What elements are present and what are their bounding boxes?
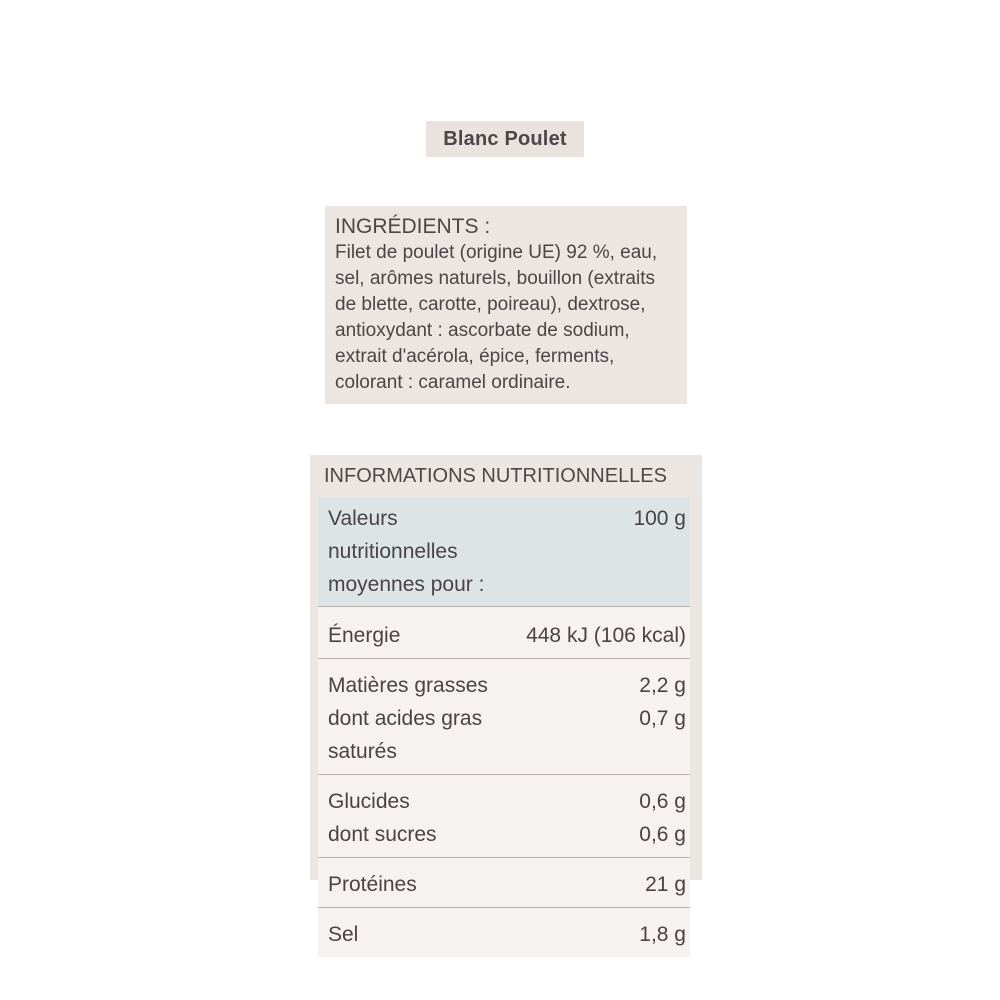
nutrient-value: 2,2 g — [516, 659, 690, 703]
ingredients-line: extrait d'acérola, épice, ferments, — [335, 346, 615, 367]
table-row — [318, 908, 690, 958]
product-title-label — [426, 121, 584, 157]
nutrition-panel — [310, 455, 702, 946]
nutrient-value: 448 kJ (106 kcal) — [516, 607, 690, 659]
nutrition-header-label — [318, 497, 516, 607]
table-row — [318, 818, 690, 858]
nutrient-value: 21 g — [516, 858, 690, 908]
nutrient-label: dont acides gras saturés — [328, 707, 483, 763]
nutrient-label: Énergie — [318, 607, 516, 659]
ingredients-heading: INGRÉDIENTS : — [335, 215, 491, 238]
nutrition-header-row — [318, 497, 690, 607]
nutrient-value: 1,8 g — [516, 908, 690, 958]
nutrition-table — [318, 497, 690, 957]
table-row — [318, 659, 690, 703]
ingredients-line: sel, arômes naturels, bouillon (extraits — [335, 268, 655, 289]
nutrient-label: dont sucres — [328, 823, 437, 846]
ingredients-line: Filet de poulet (origine UE) 92 %, eau, — [335, 242, 658, 263]
ingredients-line: colorant : caramel ordinaire. — [335, 372, 571, 393]
nutrient-label: Matières grasses — [318, 659, 516, 703]
product-name: Blanc Poulet — [443, 127, 567, 150]
table-row — [318, 702, 690, 775]
nutrient-value: 0,7 g — [639, 707, 686, 730]
nutrient-label: Sel — [318, 908, 516, 958]
ingredients-panel — [325, 206, 687, 404]
nutrition-heading: INFORMATIONS NUTRITIONNELLES — [324, 465, 667, 487]
nutrition-header-label-line: moyennes pour : — [328, 573, 485, 596]
table-row — [318, 858, 690, 908]
table-row — [318, 775, 690, 819]
ingredients-line: de blette, carotte, poireau), dextrose, — [335, 294, 646, 315]
nutrient-label: Glucides — [318, 775, 516, 819]
ingredients-line: antioxydant : ascorbate de sodium, — [335, 320, 630, 341]
nutrient-label: Protéines — [318, 858, 516, 908]
table-row — [318, 607, 690, 659]
nutrition-header-label-line: Valeurs nutritionnelles — [328, 507, 458, 563]
nutrient-value: 0,6 g — [516, 775, 690, 819]
nutrition-header-value: 100 g — [516, 497, 690, 607]
nutrient-value: 0,6 g — [639, 823, 686, 846]
